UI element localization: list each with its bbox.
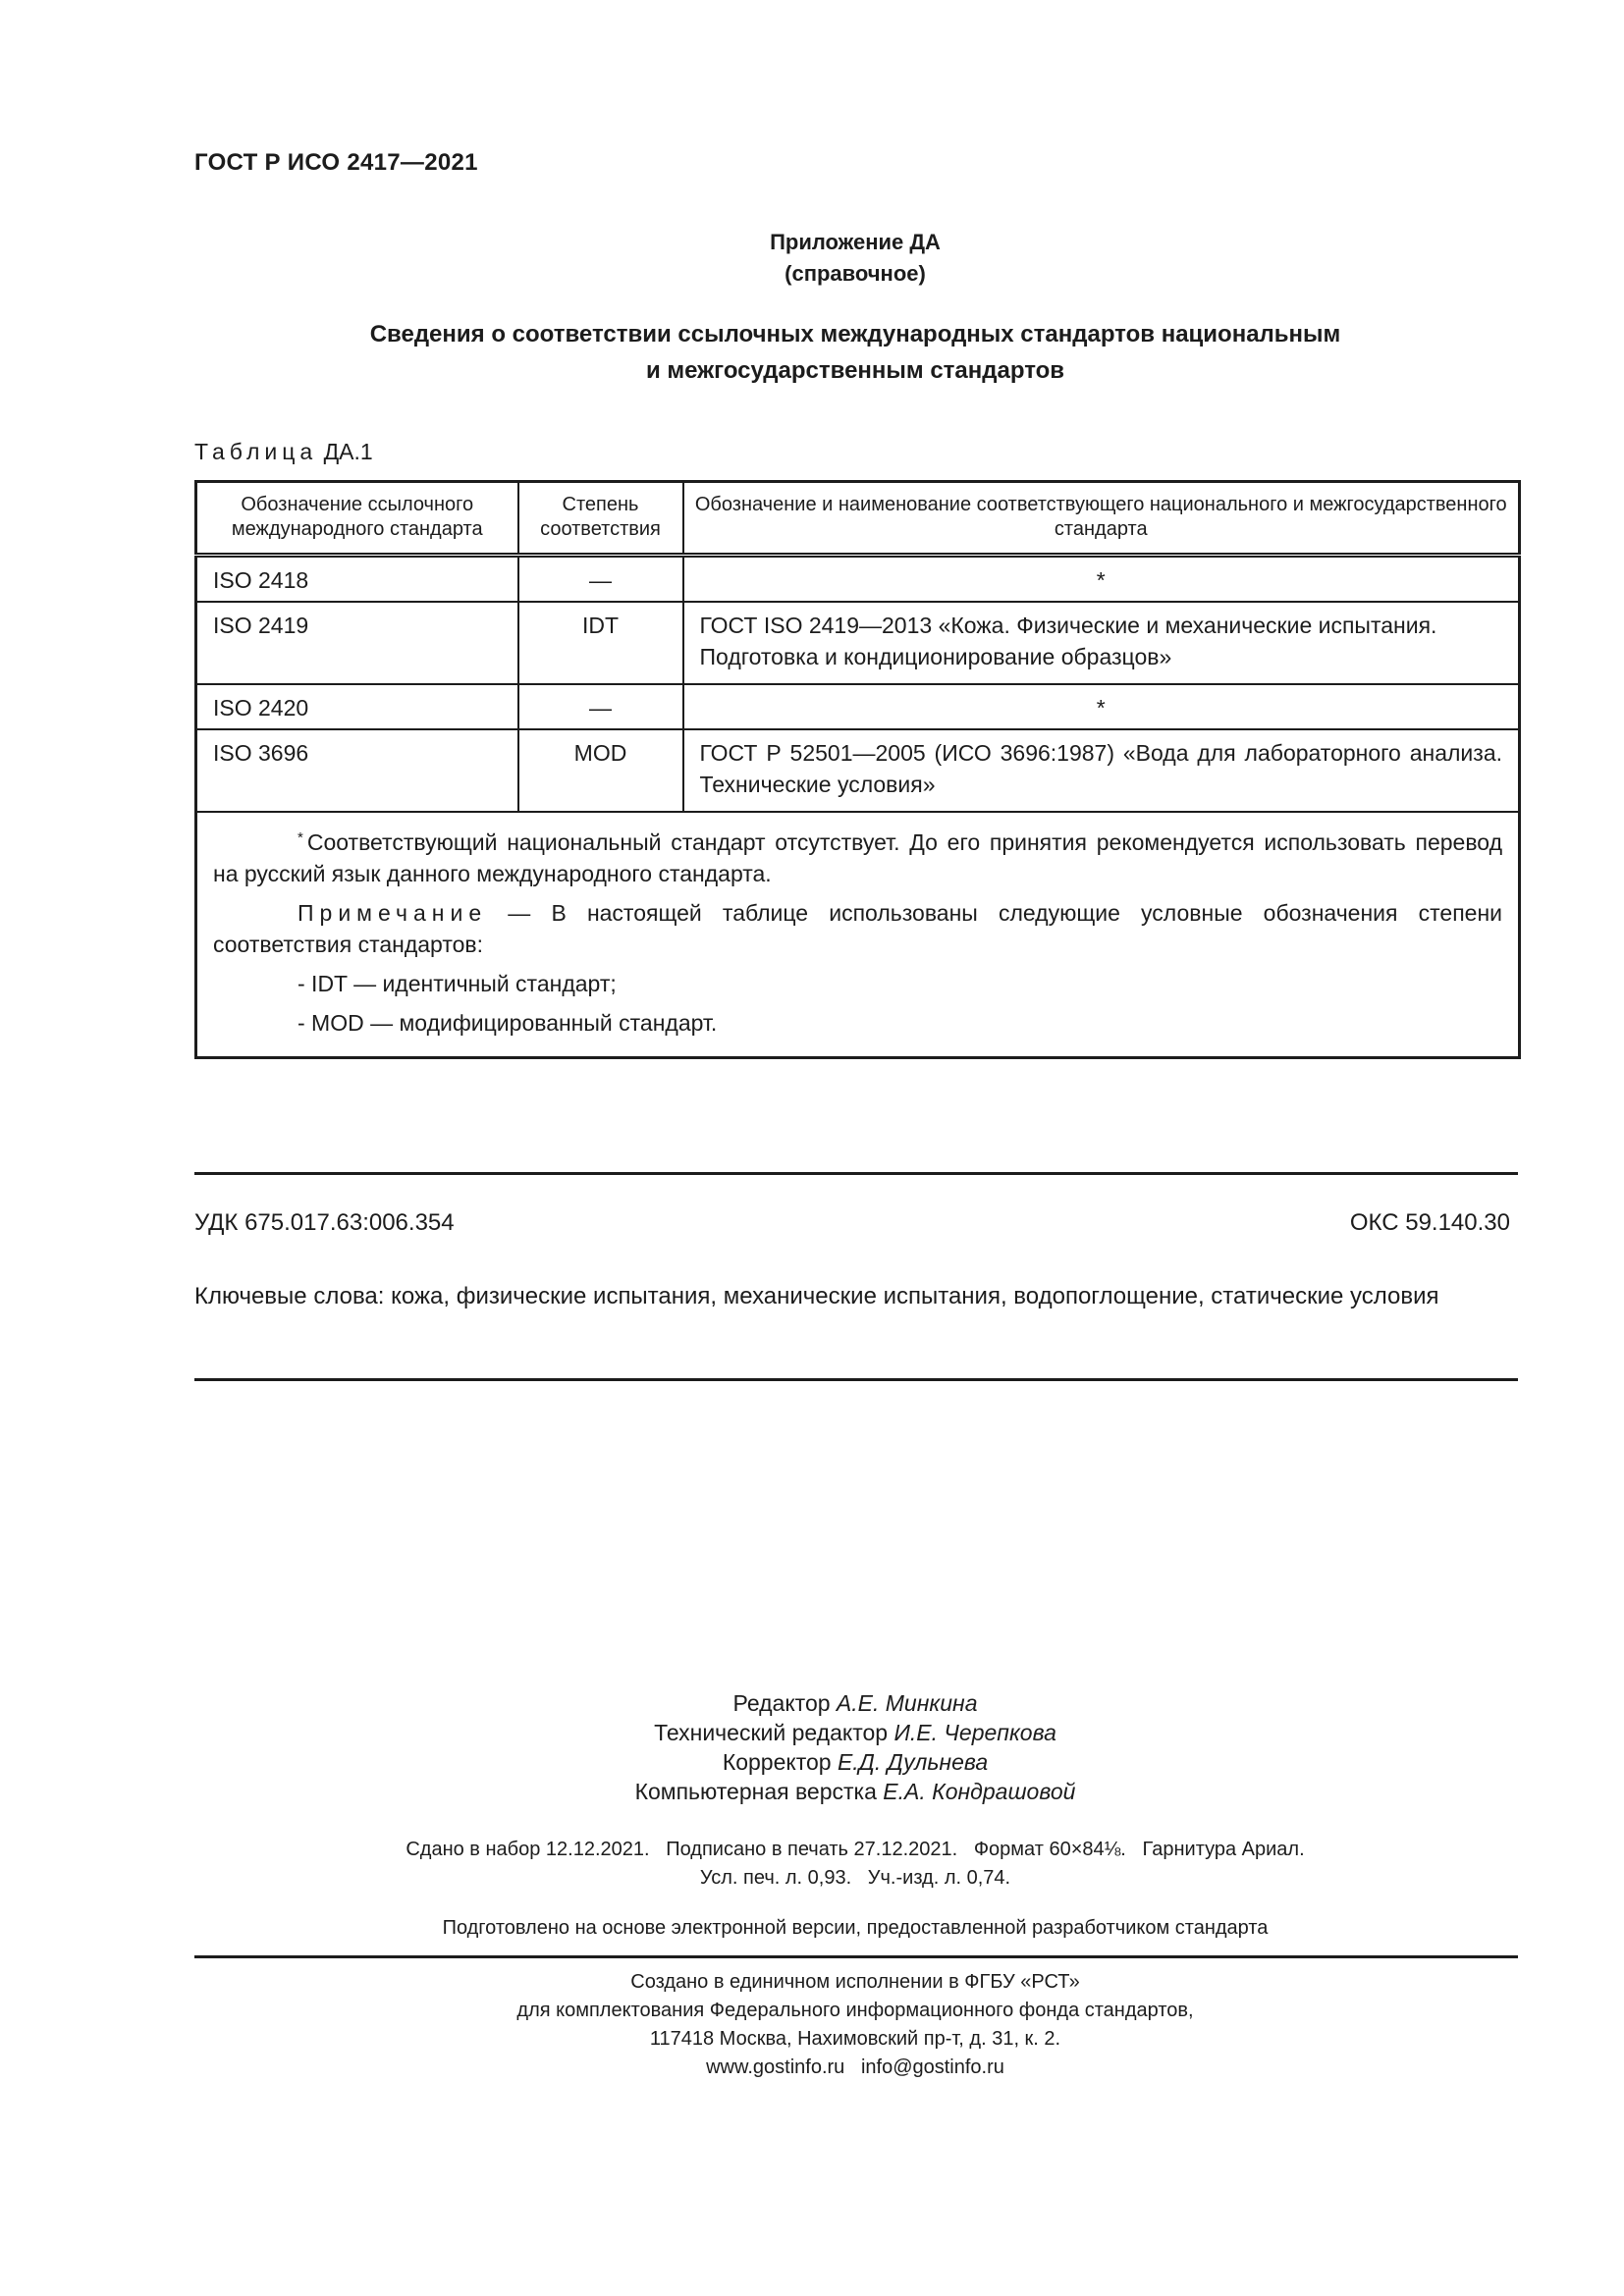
cell-degree: IDT	[518, 602, 683, 684]
cell-national: *	[683, 684, 1520, 729]
imprint-line1: Сдано в набор 12.12.2021. Подписано в печать 27.12.2021. Формат 60×84⅛. Гарнитура Ариал.	[406, 1839, 1305, 1860]
table-caption-word: Таблица	[194, 439, 318, 464]
column-header-ref: Обозначение ссылочного международного стандарта	[196, 482, 518, 556]
table-row	[196, 684, 1520, 729]
table-row	[196, 729, 1520, 812]
print-imprint	[194, 1836, 1516, 1893]
table-note	[213, 897, 1502, 960]
appendix-heading-line2: и межгосударственным стандартов	[645, 357, 1065, 384]
table-row	[196, 602, 1520, 684]
cell-degree: —	[518, 556, 683, 603]
publisher-links: www.gostinfo.ru info@gostinfo.ru	[706, 2056, 1004, 2078]
cell-ref: ISO 2418	[196, 556, 518, 603]
table-caption	[194, 439, 373, 465]
publisher-line3: 117418 Москва, Нахимовский пр-т, д. 31, к. 2.	[649, 2028, 1061, 2050]
publisher-line2: для комплектования Федерального информационного фонда стандартов,	[516, 2000, 1194, 2021]
publisher-info	[194, 1968, 1516, 2082]
cell-ref: ISO 3696	[196, 729, 518, 812]
appendix-header	[194, 227, 1516, 290]
cell-ref: ISO 2419	[196, 602, 518, 684]
oks-code: ОКС 59.140.30	[1349, 1209, 1510, 1236]
appendix-heading-line1: Сведения о соответствии ссылочных международных стандартов национальным	[369, 321, 1341, 347]
credit-tech-editor: Технический редактор И.Е. Черепкова	[654, 1720, 1056, 1745]
imprint-line2: Усл. печ. л. 0,93. Уч.-изд. л. 0,74.	[699, 1867, 1011, 1889]
publisher-line1: Создано в единичном исполнении в ФГБУ «РСТ»	[630, 1971, 1080, 1993]
note-label: Примечание	[298, 900, 488, 926]
table-notes	[196, 812, 1520, 1058]
divider-top	[194, 1172, 1518, 1175]
cell-degree: MOD	[518, 729, 683, 812]
divider-bottom	[194, 1378, 1518, 1381]
udk-code: УДК 675.017.63:006.354	[194, 1209, 455, 1236]
legend-item-mod: - MOD — модифицированный стандарт.	[298, 1010, 718, 1036]
credit-layout: Компьютерная верстка Е.А. Кондрашовой	[634, 1779, 1076, 1804]
legend-item-idt: - IDT — идентичный стандарт;	[298, 971, 617, 996]
cell-degree: —	[518, 684, 683, 729]
divider-footer	[194, 1955, 1518, 1958]
footnote-mark: *	[298, 829, 303, 846]
table-row	[196, 556, 1520, 603]
column-header-degree: Степень соответствия	[518, 482, 683, 556]
document-code: ГОСТ Р ИСО 2417—2021	[194, 149, 478, 176]
keywords: Ключевые слова: кожа, физические испытания, механические испытания, водопоглощение, статические условия	[194, 1283, 1439, 1309]
editorial-credits	[194, 1688, 1516, 1806]
note-text: — В настоящей таблице использованы следующие условные обозначения степени соответствия стандартов:	[213, 900, 1502, 957]
cell-national: *	[683, 556, 1520, 603]
credit-editor: Редактор А.Е. Минкина	[732, 1690, 978, 1716]
appendix-heading	[194, 316, 1516, 389]
cell-national: ГОСТ ISO 2419—2013 «Кожа. Физические и механические испытания. Подготовка и кондиционирование образцов»	[683, 602, 1520, 684]
table-caption-number: ДА.1	[323, 439, 373, 464]
standards-table	[194, 480, 1521, 1059]
column-header-national: Обозначение и наименование соответствующего национального и межгосударственного стандарта	[683, 482, 1520, 556]
cell-national: ГОСТ Р 52501—2005 (ИСО 3696:1987) «Вода для лабораторного анализа. Технические условия»	[683, 729, 1520, 812]
appendix-title: Приложение ДА	[770, 230, 941, 254]
table-header-row	[196, 482, 1520, 556]
footnote	[213, 827, 1502, 889]
cell-ref: ISO 2420	[196, 684, 518, 729]
footnote-text: Соответствующий национальный стандарт отсутствует. До его принятия рекомендуется использовать перевод на русский язык данного международного стандарта.	[213, 829, 1502, 886]
credit-proofreader: Корректор Е.Д. Дульнева	[722, 1749, 989, 1775]
appendix-type: (справочное)	[785, 261, 926, 286]
prepared-note: Подготовлено на основе электронной версии, предоставленной разработчиком стандарта	[442, 1917, 1269, 1939]
table-notes-row	[196, 812, 1520, 1058]
